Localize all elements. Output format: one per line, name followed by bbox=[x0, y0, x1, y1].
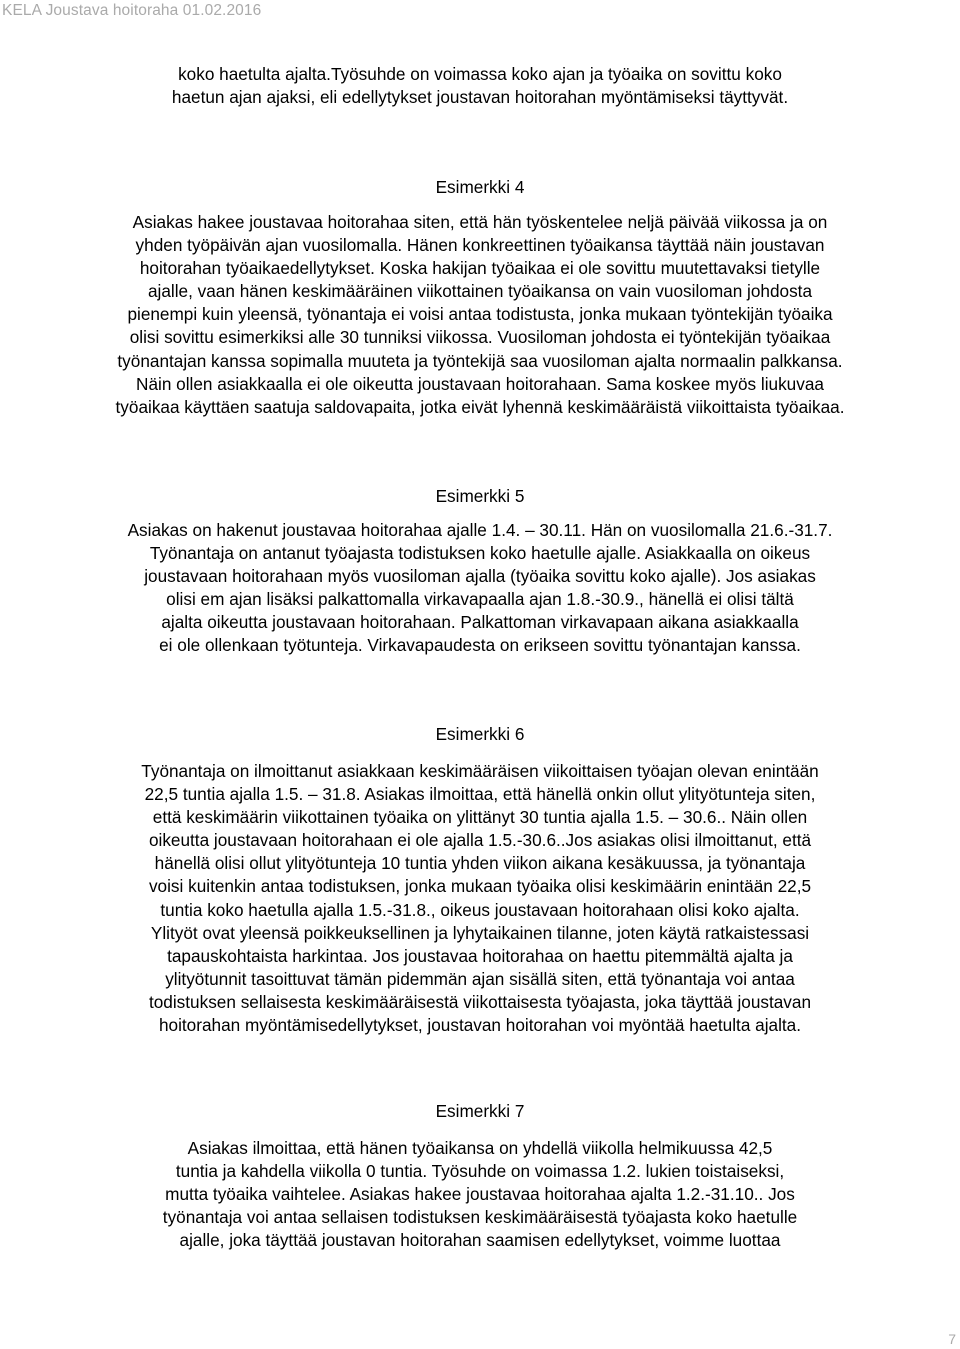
text-line: yhden työpäivän ajan vuosilomalla. Hänen konkreettinen työaikansa täyttää näin joustavan bbox=[135, 235, 825, 256]
text-line: Näin ollen asiakkaalla ei ole oikeutta joustavaan hoitorahaan. Sama koskee myös liukuvaa bbox=[136, 373, 824, 394]
text-line: olisi em ajan lisäksi palkattomalla virkavapaalla ajan 1.8.-30.9., hänellä ei olisi tältä bbox=[166, 589, 794, 610]
text-line: voisi kuitenkin antaa todistuksen, jonka mukaan työaika olisi keskimäärin enintään 22,5 bbox=[148, 876, 812, 897]
text-line: mutta työaika vaihtelee. Asiakas hakee joustavaa hoitorahaa ajalta 1.2.-31.10.. Jos bbox=[165, 1184, 795, 1205]
text-line: työnantaja voi antaa sellaisen todistuksen keskimääräisestä työajasta koko haetulle bbox=[162, 1207, 798, 1228]
document-header-title: KELA Joustava hoitoraha 01.02.2016 bbox=[2, 2, 262, 19]
text-line: ajalta oikeutta joustavaan hoitorahaan. Palkattoman virkavapaan aikana asiakkaalla bbox=[161, 612, 799, 633]
example-6-heading: Esimerkki 6 bbox=[435, 724, 525, 744]
page-number: 7 bbox=[948, 1331, 956, 1347]
text-line: työaikaa käyttäen saatuja saldovapaita, jotka eivät lyhennä keskimääräistä viikoittaista työaikaa. bbox=[115, 396, 845, 417]
text-line: haetun ajan ajaksi, eli edellytykset joustavan hoitorahan myöntämiseksi täyttyvät. bbox=[171, 87, 789, 108]
text-line: Asiakas hakee joustavaa hoitorahaa siten, että hän työskentelee neljä päivää viikossa ja on bbox=[132, 212, 828, 232]
example-6-paragraph bbox=[60, 760, 900, 1037]
text-line: ylityötunnit tasoittuvat tämän pidemmän ajan sisällä siten, että työnantaja voi antaa bbox=[165, 968, 795, 989]
example-7-paragraph bbox=[60, 1137, 900, 1252]
text-line: ei ole ollenkaan työtunteja. Virkavapaudesta on erikseen sovittu työnantajan kanssa. bbox=[159, 635, 801, 656]
text-line: hoitorahan myöntämisedellytykset, joustavan hoitorahan voi myöntää haetulta ajalta. bbox=[158, 1015, 802, 1036]
text-line: Ylityöt ovat yleensä poikkeuksellinen ja lyhytaikainen tilanne, joten käytä ratkaistessasi bbox=[150, 922, 810, 943]
text-line: 22,5 tuntia ajalla 1.5. – 31.8. Asiakas ilmoittaa, että hänellä onkin ollut ylityötunteja siten, bbox=[144, 784, 816, 805]
text-line: oikeutta joustavaan hoitorahaan ei ole ajalla 1.5.-30.6..Jos asiakas olisi ilmoittanut, että bbox=[148, 830, 812, 851]
example-5-heading: Esimerkki 5 bbox=[435, 486, 525, 506]
example-4-paragraph bbox=[40, 211, 920, 419]
text-line: tapauskohtaista harkintaa. Jos joustavaa hoitorahaa on haettu pitemmältä ajalta ja bbox=[167, 945, 793, 966]
text-line: hänellä olisi ollut ylityötunteja 10 tuntia yhden viikon aikana kesäkuussa, ja työnantaja bbox=[154, 853, 806, 874]
text-line: koko haetulta ajalta.Työsuhde on voimassa koko ajan ja työaika on sovittu koko bbox=[178, 64, 782, 84]
text-line: pienempi kuin yleensä, työnantaja ei voisi antaa todistusta, jonka mukaan työntekijän työaika bbox=[127, 304, 833, 325]
text-line: ajalle, joka täyttää joustavan hoitorahan saamisen edellytykset, voimme luottaa bbox=[179, 1230, 781, 1251]
text-line: hoitorahan työaikaedellytykset. Koska hakijan työaikaa ei ole sovittu muutettavaksi tietylle bbox=[139, 258, 821, 279]
text-line: olisi sovittu esimerkiksi alle 30 tunniksi viikossa. Vuosiloman johdosta ei työntekijän työaikaa bbox=[129, 327, 831, 348]
text-line: että keskimäärin viikottainen työaika on ylittänyt 30 tuntia ajalla 1.5. – 30.6.. Näin ollen bbox=[152, 807, 808, 828]
example-4-heading: Esimerkki 4 bbox=[435, 177, 525, 197]
text-line: todistuksen sellaisesta keskimääräisestä viikottaisesta työajasta, joka täyttää joustavan bbox=[148, 991, 812, 1012]
example-5-paragraph bbox=[60, 519, 900, 658]
text-line: Asiakas ilmoittaa, että hänen työaikansa on yhdellä viikolla helmikuussa 42,5 bbox=[187, 1138, 773, 1158]
text-line: Työnantaja on antanut työajasta todistuksen koko haetulle ajalle. Asiakkaalla on oikeus bbox=[149, 543, 811, 564]
text-line: Työnantaja on ilmoittanut asiakkaan keskimääräisen viikoittaisen työajan olevan enintään bbox=[141, 761, 819, 781]
text-line: joustavaan hoitorahaan myös vuosiloman ajalla (työaika sovittu koko ajalle). Jos asiakas bbox=[144, 566, 816, 587]
text-line: Asiakas on hakenut joustavaa hoitorahaa ajalle 1.4. – 30.11. Hän on vuosilomalla 21.6.-31.7. bbox=[127, 520, 833, 540]
text-line: tuntia ja kahdella viikolla 0 tuntia. Työsuhde on voimassa 1.2. lukien toistaiseksi, bbox=[175, 1161, 785, 1182]
page-header bbox=[0, 0, 960, 24]
text-line: työnantajan kanssa sopimalla muuteta ja työntekijä saa vuosiloman ajalta normaalin palkkansa. bbox=[117, 350, 843, 371]
text-line: ajalle, vaan hänen keskimääräinen viikottainen työaikansa on vain vuosiloman johdosta bbox=[147, 281, 813, 302]
example-7-heading: Esimerkki 7 bbox=[435, 1101, 525, 1121]
intro-paragraph bbox=[60, 63, 900, 109]
text-line: tuntia koko haetulla ajalla 1.5.-31.8., oikeus joustavaan hoitorahaan olisi koko ajalta. bbox=[160, 899, 800, 920]
